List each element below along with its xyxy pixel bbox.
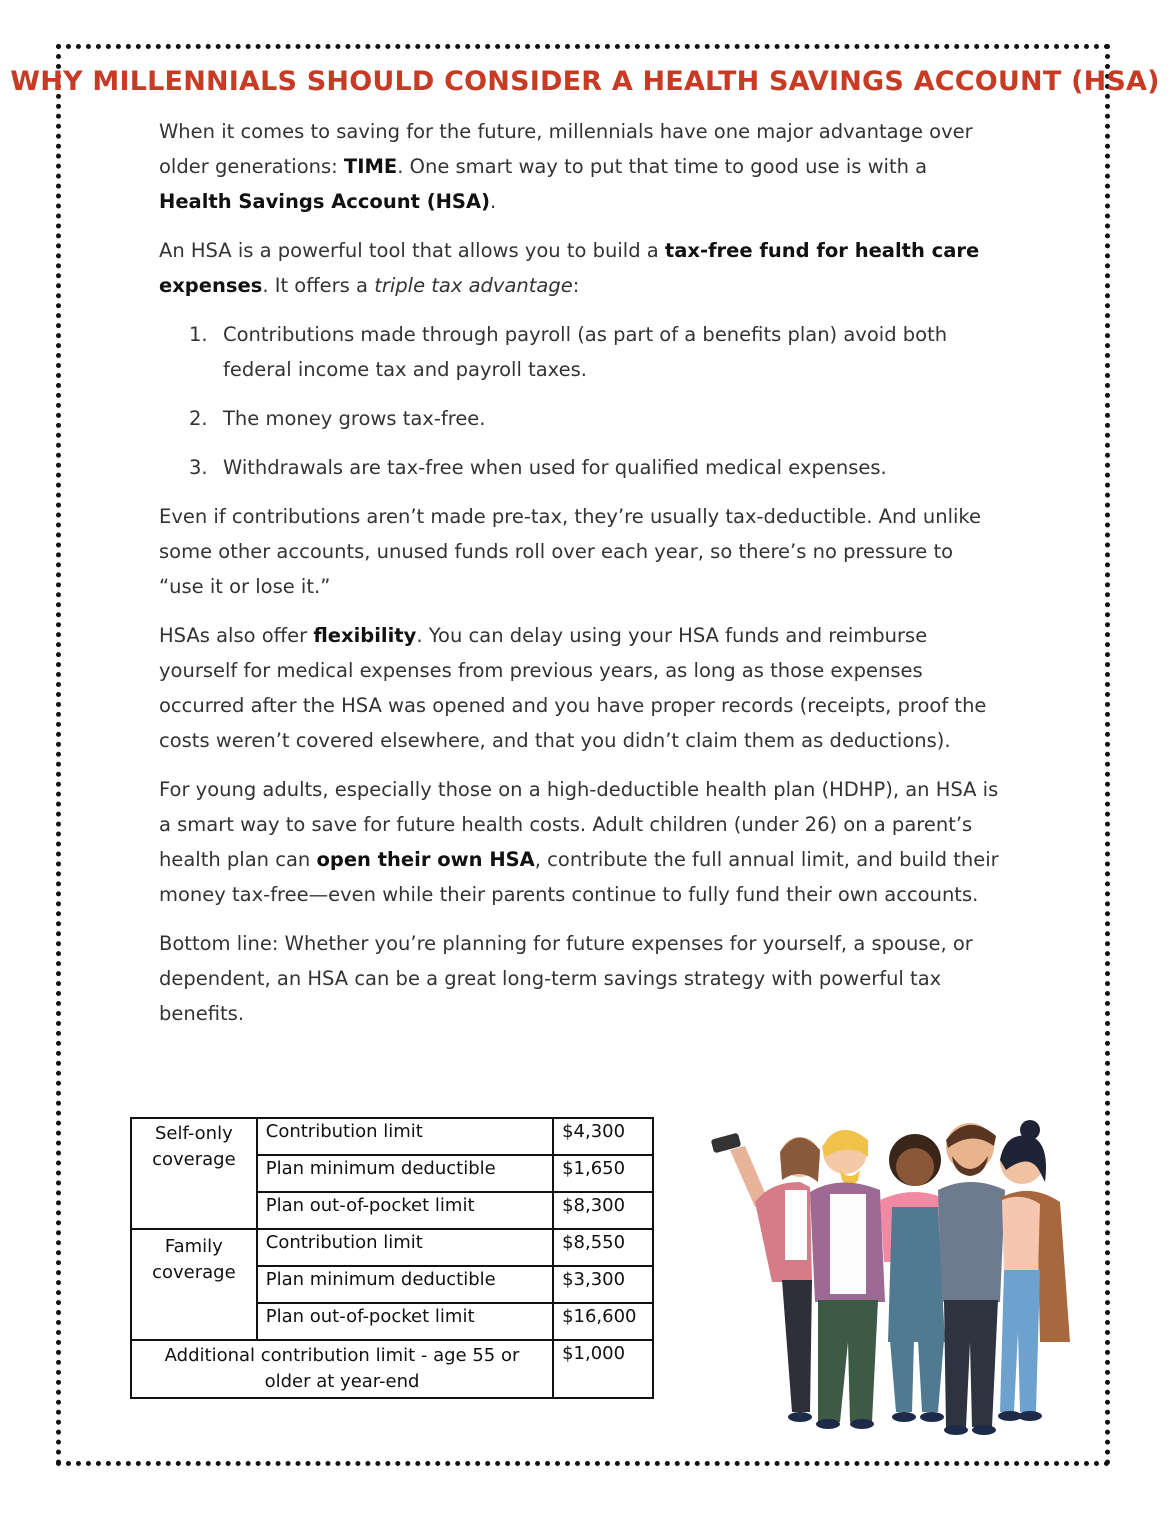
flex-bold: flexibility: [313, 624, 417, 647]
person-5: [998, 1120, 1070, 1421]
table-cell-item: Plan minimum deductible: [257, 1266, 553, 1303]
list-number: 2.: [189, 407, 208, 430]
bottom-line-paragraph: Bottom line: Whether you’re planning for future expenses for yourself, a spouse, or dependent, an HSA can be a great long-term savings strategy with powerful tax benefits.: [159, 932, 973, 1025]
additional-contribution-label: Additional contribution limit - age 55 or older at year-end: [131, 1340, 553, 1398]
person-1: [730, 1137, 820, 1422]
table-cell-value: $8,300: [553, 1192, 653, 1229]
additional-contribution-value: $1,000: [553, 1340, 653, 1398]
advantages-list: [159, 317, 999, 485]
tool-paragraph: [159, 233, 999, 303]
person-3: [880, 1134, 948, 1422]
family-label: Family coverage: [131, 1229, 257, 1340]
group-of-friends-selfie-illustration: [700, 1112, 1080, 1442]
hsa-limits-table: [130, 1117, 654, 1399]
table-cell-value: $1,650: [553, 1155, 653, 1192]
tool-text-3: :: [572, 274, 580, 297]
tool-bold: tax-free fund for health care expenses: [159, 239, 980, 297]
list-number: 1.: [189, 323, 208, 346]
self-only-label: Self-only coverage: [131, 1118, 257, 1229]
table-row: [131, 1340, 653, 1398]
rollover-paragraph: Even if contributions aren’t made pre-tax, they’re usually tax-deductible. And unlike some other accounts, unused funds roll over each year, so there’s no pressure to “use it or lose it.”: [159, 505, 982, 598]
table-row: [131, 1118, 653, 1155]
flexibility-paragraph: [159, 618, 999, 758]
intro-paragraph: [159, 114, 999, 219]
young-text-1: For young adults, especially those on a high-deductible health plan (HDHP), an HSA is a smart way to save for future health costs. Adult children (under 26) on a parent’s health plan can: [159, 778, 999, 871]
table-cell-value: $3,300: [553, 1266, 653, 1303]
young-text-2: , contribute the full annual limit, and build their money tax-free—even while their parents continue to fully fund their own accounts.: [159, 848, 999, 906]
table-cell-item: Contribution limit: [257, 1229, 553, 1266]
list-text: The money grows tax-free.: [223, 407, 486, 430]
list-item: [159, 317, 999, 387]
table-cell-item: Plan minimum deductible: [257, 1155, 553, 1192]
article-body: [159, 114, 999, 1045]
page-title: WHY MILLENNIALS SHOULD CONSIDER A HEALTH SAVINGS ACCOUNT (HSA): [10, 66, 1160, 97]
table-cell-value: $4,300: [553, 1118, 653, 1155]
person-2: [810, 1130, 885, 1429]
intro-text-1: When it comes to saving for the future, millennials have one major advantage over older generations:: [159, 120, 973, 178]
young-adults-paragraph: [159, 772, 999, 912]
intro-bold-hsa: Health Savings Account (HSA): [159, 190, 490, 213]
table-cell-value: $16,600: [553, 1303, 653, 1340]
tool-text-2: . It offers a: [262, 274, 375, 297]
tool-italic: triple tax advantage: [374, 274, 573, 297]
young-bold: open their own HSA: [316, 848, 535, 871]
list-text: Contributions made through payroll (as part of a benefits plan) avoid both federal income tax and payroll taxes.: [223, 323, 948, 381]
table-row: [131, 1229, 653, 1266]
list-number: 3.: [189, 456, 208, 479]
table-cell-item: Contribution limit: [257, 1118, 553, 1155]
flex-text-2: . You can delay using your HSA funds and reimburse yourself for medical expenses from previous years, as long as those expenses occurred after the HSA was opened and you have proper records (receipts, proof the costs weren’t covered elsewhere, and that you didn’t claim them as deductions).: [159, 624, 987, 752]
intro-text-3: .: [489, 190, 497, 213]
list-text: Withdrawals are tax-free when used for qualified medical expenses.: [223, 456, 887, 479]
intro-text-2: . One smart way to put that time to good use is with a: [397, 155, 928, 178]
table-cell-value: $8,550: [553, 1229, 653, 1266]
list-item: [159, 450, 999, 485]
intro-bold-time: TIME: [343, 155, 398, 178]
flex-text-1: HSAs also offer: [159, 624, 314, 647]
tool-text-1: An HSA is a powerful tool that allows you to build a: [159, 239, 665, 262]
person-4: [938, 1123, 1005, 1435]
list-item: [159, 401, 999, 436]
table-cell-item: Plan out-of-pocket limit: [257, 1303, 553, 1340]
table-cell-item: Plan out-of-pocket limit: [257, 1192, 553, 1229]
